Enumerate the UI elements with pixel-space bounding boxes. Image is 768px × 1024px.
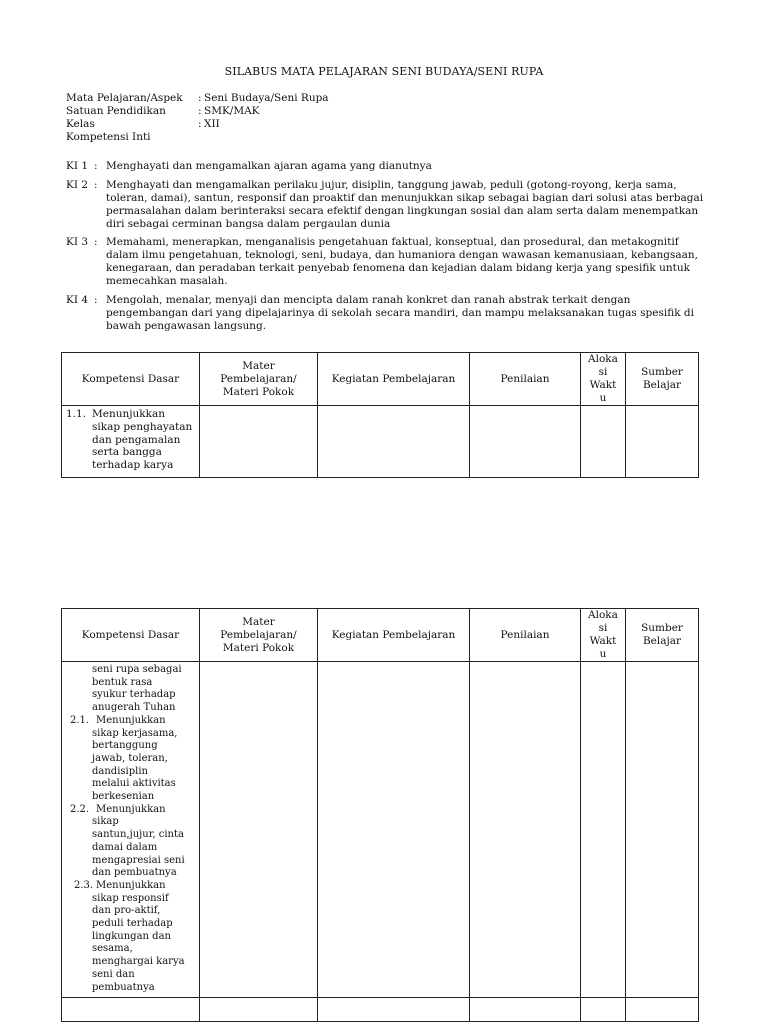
kd-number: 2.1.	[70, 714, 90, 726]
info-row	[66, 105, 329, 118]
ki-code: KI 1	[66, 160, 89, 172]
kd-cell	[62, 998, 200, 1022]
kd-item: 2.1. Menunjukkan sikap kerjasama, bertanggung jawab, toleran, dandisiplin melalui aktivitas berkesenian	[70, 714, 178, 803]
info-separator: :	[198, 92, 202, 104]
kegiatan-cell	[318, 662, 470, 998]
ki-code: KI 4	[66, 294, 89, 306]
ki-item	[66, 160, 706, 173]
ki-code: KI 3	[66, 236, 89, 248]
info-value: Seni Budaya/Seni Rupa	[204, 92, 329, 104]
info-label: Kompetensi Inti	[66, 131, 151, 143]
alokasi-cell	[581, 998, 626, 1022]
kd-number: 2.2.	[70, 803, 90, 815]
penilaian-cell	[470, 406, 581, 478]
ki-separator: :	[94, 294, 98, 306]
penilaian-cell	[470, 662, 581, 998]
table-header-row	[62, 353, 699, 406]
info-block	[66, 92, 329, 144]
alokasi-cell	[581, 406, 626, 478]
ki-text: Menghayati dan mengamalkan perilaku jujur, disiplin, tanggung jawab, peduli (gotong-royong, kerja sama, toleran, damai), santun, responsif dan proaktif dan menunjukkan sikap sebagai bagian dari solusi atas berbagai permasalahan dalam berinteraksi secara efektif dengan lingkungan sosial dan alam serta dalam menempatkan diri sebagai cerminan bangsa dalam pergaulan dunia	[106, 179, 704, 230]
header-kompetensi-dasar: Kompetensi Dasar	[62, 353, 200, 406]
header-sumber-belajar: Sumber Belajar	[626, 609, 699, 662]
info-separator: :	[198, 105, 202, 117]
info-value: XII	[204, 118, 220, 130]
ki-code: KI 2	[66, 179, 89, 191]
sumber-cell	[626, 406, 699, 478]
kd-item: 1.1. Menunjukkan sikap penghayatan dan pengamalan serta bangga terhadap karya	[66, 408, 193, 472]
materi-cell	[200, 998, 318, 1022]
header-penilaian: Penilaian	[470, 609, 581, 662]
info-value: SMK/MAK	[204, 105, 260, 117]
header-penilaian: Penilaian	[470, 353, 581, 406]
info-label: Kelas	[66, 118, 95, 130]
ki-separator: :	[94, 236, 98, 248]
materi-cell	[200, 406, 318, 478]
info-row	[66, 131, 329, 144]
info-separator: :	[198, 118, 202, 130]
kd-cell	[62, 406, 200, 478]
table-row	[62, 998, 699, 1022]
header-kegiatan: Kegiatan Pembelajaran	[318, 609, 470, 662]
table-header-row	[62, 609, 699, 662]
header-materi: Mater Pembelajaran/ Materi Pokok	[200, 353, 318, 406]
info-row	[66, 118, 329, 131]
ki-separator: :	[94, 160, 98, 172]
kd-cell	[62, 662, 200, 998]
penilaian-cell	[470, 998, 581, 1022]
header-alokasi-waktu: Aloka si Wakt u	[581, 609, 626, 662]
table-row	[62, 662, 699, 998]
ki-text: Mengolah, menalar, menyaji dan mencipta dalam ranah konkret dan ranah abstrak terkait dengan pengembangan dari yang dipelajarinya di sekolah secara mandiri, dan mampu melaksanakan tugas spesifik di bawah pengawasan langsung.	[106, 294, 694, 332]
header-kompetensi-dasar: Kompetensi Dasar	[62, 609, 200, 662]
kd-number: 1.1.	[66, 408, 87, 420]
alokasi-cell	[581, 662, 626, 998]
header-materi: Mater Pembelajaran/ Materi Pokok	[200, 609, 318, 662]
kegiatan-cell	[318, 406, 470, 478]
info-label: Mata Pelajaran/Aspek	[66, 92, 183, 104]
header-sumber-belajar: Sumber Belajar	[626, 353, 699, 406]
document-title: SILABUS MATA PELAJARAN SENI BUDAYA/SENI RUPA	[224, 65, 544, 78]
ki-separator: :	[94, 179, 98, 191]
syllabus-table-2	[61, 608, 699, 1022]
ki-item	[66, 236, 706, 288]
kd-number: 2.3.	[74, 879, 94, 891]
header-kegiatan: Kegiatan Pembelajaran	[318, 353, 470, 406]
sumber-cell	[626, 662, 699, 998]
ki-text: Memahami, menerapkan, menganalisis pengetahuan faktual, konseptual, dan prosedural, dan metakognitif dalam ilmu pengetahuan, teknologi, seni, budaya, dan humaniora dengan wawasan kemanusiaan, kebangsaan, kenegaraan, dan peradaban terkait penyebab fenomena dan kejadian dalam bidang kerja yang spesifik untuk memecahkan masalah.	[106, 236, 699, 287]
header-alokasi-waktu: Aloka si Wakt u	[581, 353, 626, 406]
syllabus-table-1	[61, 352, 699, 478]
ki-text: Menghayati dan mengamalkan ajaran agama yang dianutnya	[106, 160, 432, 172]
kegiatan-cell	[318, 998, 470, 1022]
table-row	[62, 406, 699, 478]
kd-item: 2.2. Menunjukkan sikap santun,jujur, cinta damai dalam mengapresiai seni dan pembuatnya	[70, 803, 185, 879]
ki-item	[66, 179, 706, 231]
kd-continuation: seni rupa sebagai bentuk rasa syukur terhadap anugerah Tuhan	[92, 664, 182, 714]
materi-cell	[200, 662, 318, 998]
info-label: Satuan Pendidikan	[66, 105, 166, 117]
ki-item	[66, 294, 706, 333]
info-row	[66, 92, 329, 105]
kd-item: 2.3. Menunjukkan sikap responsif dan pro-aktif, peduli terhadap lingkungan dan sesama, menghargai karya seni dan pembuatnya	[74, 879, 185, 993]
sumber-cell	[626, 998, 699, 1022]
